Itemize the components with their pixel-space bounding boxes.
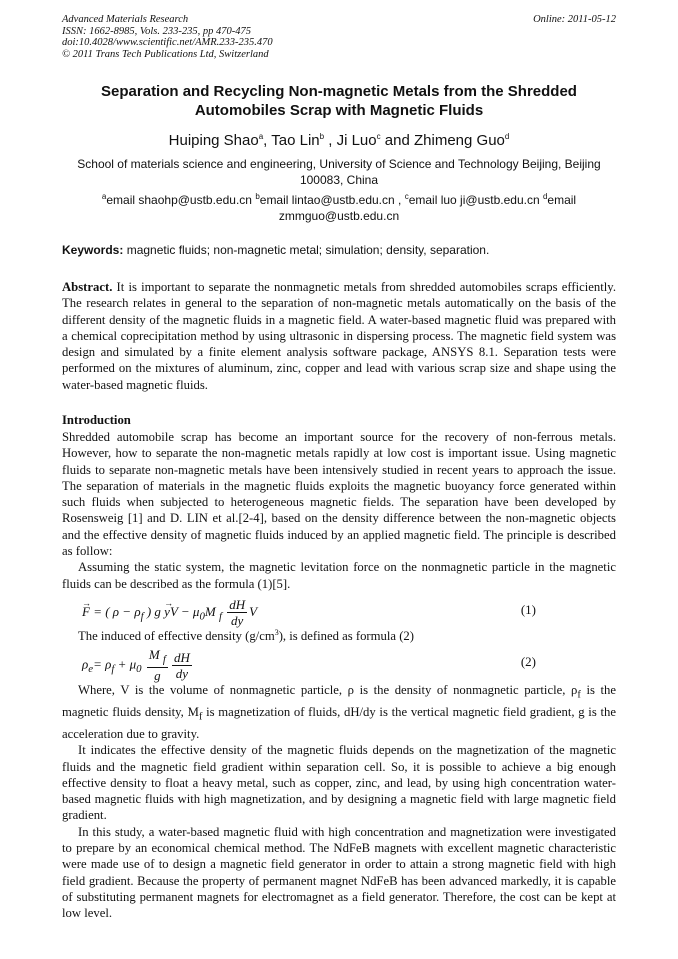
copyright-line: © 2011 Trans Tech Publications Ltd, Switzerland	[62, 48, 269, 60]
author-marker: b	[319, 132, 325, 141]
keywords-text: magnetic fluids; non-magnetic metal; simulation; density, separation.	[123, 243, 490, 257]
journal-header	[62, 14, 616, 60]
issn-line: ISSN: 1662-8985, Vols. 233-235, pp 470-475	[62, 25, 251, 37]
author-marker: c	[376, 132, 381, 141]
equation-1	[62, 592, 616, 628]
author-name: Tao Lin	[271, 132, 320, 149]
author-list: Huiping Shao$^a$, Tao Lin$^b$ , Ji Luo$^c$ and Zhimeng Guo$^d$	[168, 132, 510, 149]
equation-1-expression: → F = ( $\rho - \rho_f$ ) g → yV − $\mu_0M$ $_f$ $\frac{dH}{dy}$ V	[82, 598, 257, 628]
author-name: Ji Luo	[336, 132, 377, 149]
introduction-body	[62, 429, 616, 921]
paragraph: It indicates the effective density of the magnetic fluids depends on the magnetization of the magnetic fluids and the magnetic field gradient within separation cell. So, it is possible to achieve a big enough effective density to float a heavy metal, such as copper, zinc, and lead, by using high concentration water-based magnetic fluids with high magnetization, and by designing a magnetic field with large magnetic field gradient.	[62, 743, 616, 823]
doi-line: doi:10.4028/www.scientific.net/AMR.233-235.470	[62, 37, 273, 48]
online-date: Online: 2011-05-12	[533, 14, 616, 25]
paragraph: Where, V is the volume of nonmagnetic particle, ρ is the density of nonmagnetic particle, $\rho_f$ is the magnetic fluids density, $M_f$ is magnetization of fluids, dH/dy is the vertical magnetic field gradient, g is the acceleration due to gravity.	[62, 683, 616, 741]
equation-2-expression: $\rho_e= \rho_f + \mu_0$ $\frac{M _f}{g}$ $\frac{dH}{dy}$	[82, 647, 190, 683]
email-list: $^a$email shaohp@ustb.edu.cn $^b$email lintao@ustb.edu.cn , $^c$email luo ji@ustb.edu.cn $^d$email zmmguo@ustb.edu.cn	[101, 192, 577, 223]
equation-2	[62, 644, 616, 682]
email-link[interactable]: email luo ji@ustb.edu.cn	[408, 193, 543, 207]
author-marker: a	[258, 132, 264, 141]
abstract-text: It is important to separate the nonmagnetic metals from shredded automobiles scraps efficiently. The research relates in general to the separation of non-magnetic metals automatically on the basis of the different density of the magnetic fluids in a magnetic field. A water-based magnetic fluid was prepared with a chemical coprecipitation method by using ultrasonic in dispersing process. The magnetic field system was design and simulated by a finite element analysis software package, ANSYS 8.1. Separation tests were performed on the mixtures of aluminum, zinc, copper and lead with various scrap size and shape using the water-based magnetic fluids.	[62, 280, 616, 392]
abstract	[62, 279, 616, 393]
abstract-label: Abstract.	[62, 280, 113, 294]
email-link[interactable]: email zmmguo@ustb.edu.cn	[278, 193, 577, 223]
author-name: Huiping Shao	[168, 132, 259, 149]
section-heading-introduction: Introduction	[62, 413, 131, 427]
equation-1-number: (1)	[520, 601, 536, 617]
author-marker: d	[504, 132, 510, 141]
email-link[interactable]: email shaohp@ustb.edu.cn	[106, 193, 256, 207]
keywords	[62, 242, 616, 258]
keywords-label: Keywords:	[62, 243, 124, 257]
equation-2-number: (2)	[520, 654, 536, 670]
author-name: Zhimeng Guo	[414, 132, 505, 149]
paragraph: In this study, a water-based magnetic fluid with high concentration and magnetization were investigated to prepare by an economical chemical method. The NdFeB magnets with excellent magnetic characteristic were made use of to design a magnetic field generator in order to attain a strong magnetic field with high field gradient. Because the property of permanent magnet NdFeB has been advanced markedly, it is capable of substituting permanent magnets for electromagnet as a field generator. Therefore, the cost can be kept at low level.	[62, 824, 616, 921]
title-line-2: Automobiles Scrap with Magnetic Fluids	[194, 102, 484, 119]
affiliation: School of materials science and engineering, University of Science and Technology Beijing, Beijing 100083, China	[77, 157, 601, 187]
email-link[interactable]: email lintao@ustb.edu.cn ,	[259, 193, 405, 207]
paragraph: The induced of effective density $(g/cm^3)$, is defined as formula (2)	[78, 627, 414, 643]
paper-title	[62, 82, 616, 120]
paragraph: Assuming the static system, the magnetic levitation force on the nonmagnetic particle in the magnetic fluids can be described as the formula (1)[5].	[62, 560, 616, 591]
journal-name: Advanced Materials Research	[62, 14, 189, 25]
title-line-1: Separation and Recycling Non-magnetic Metals from the Shredded	[101, 83, 577, 100]
paragraph: Shredded automobile scrap has become an important source for the recovery of non-ferrous metals. However, how to separate the non-magnetic metals rapidly at low cost is important issue. Using magnetic fluids to separate non-magnetic metals have been intensively studied in recent years to approach the issue. The separation of materials in the magnetic fluids exploits the magnetic buoyancy force generated within such fluids when subjected to heterogeneous magnetic fields. The separation have been developed by Rosensweig [1] and D. LIN et al.[2-4], based on the density difference between the non-magnetic objects and the effective density of magnetic fluids induced by an applied magnetic field. The principle is described as follow:	[62, 430, 616, 559]
